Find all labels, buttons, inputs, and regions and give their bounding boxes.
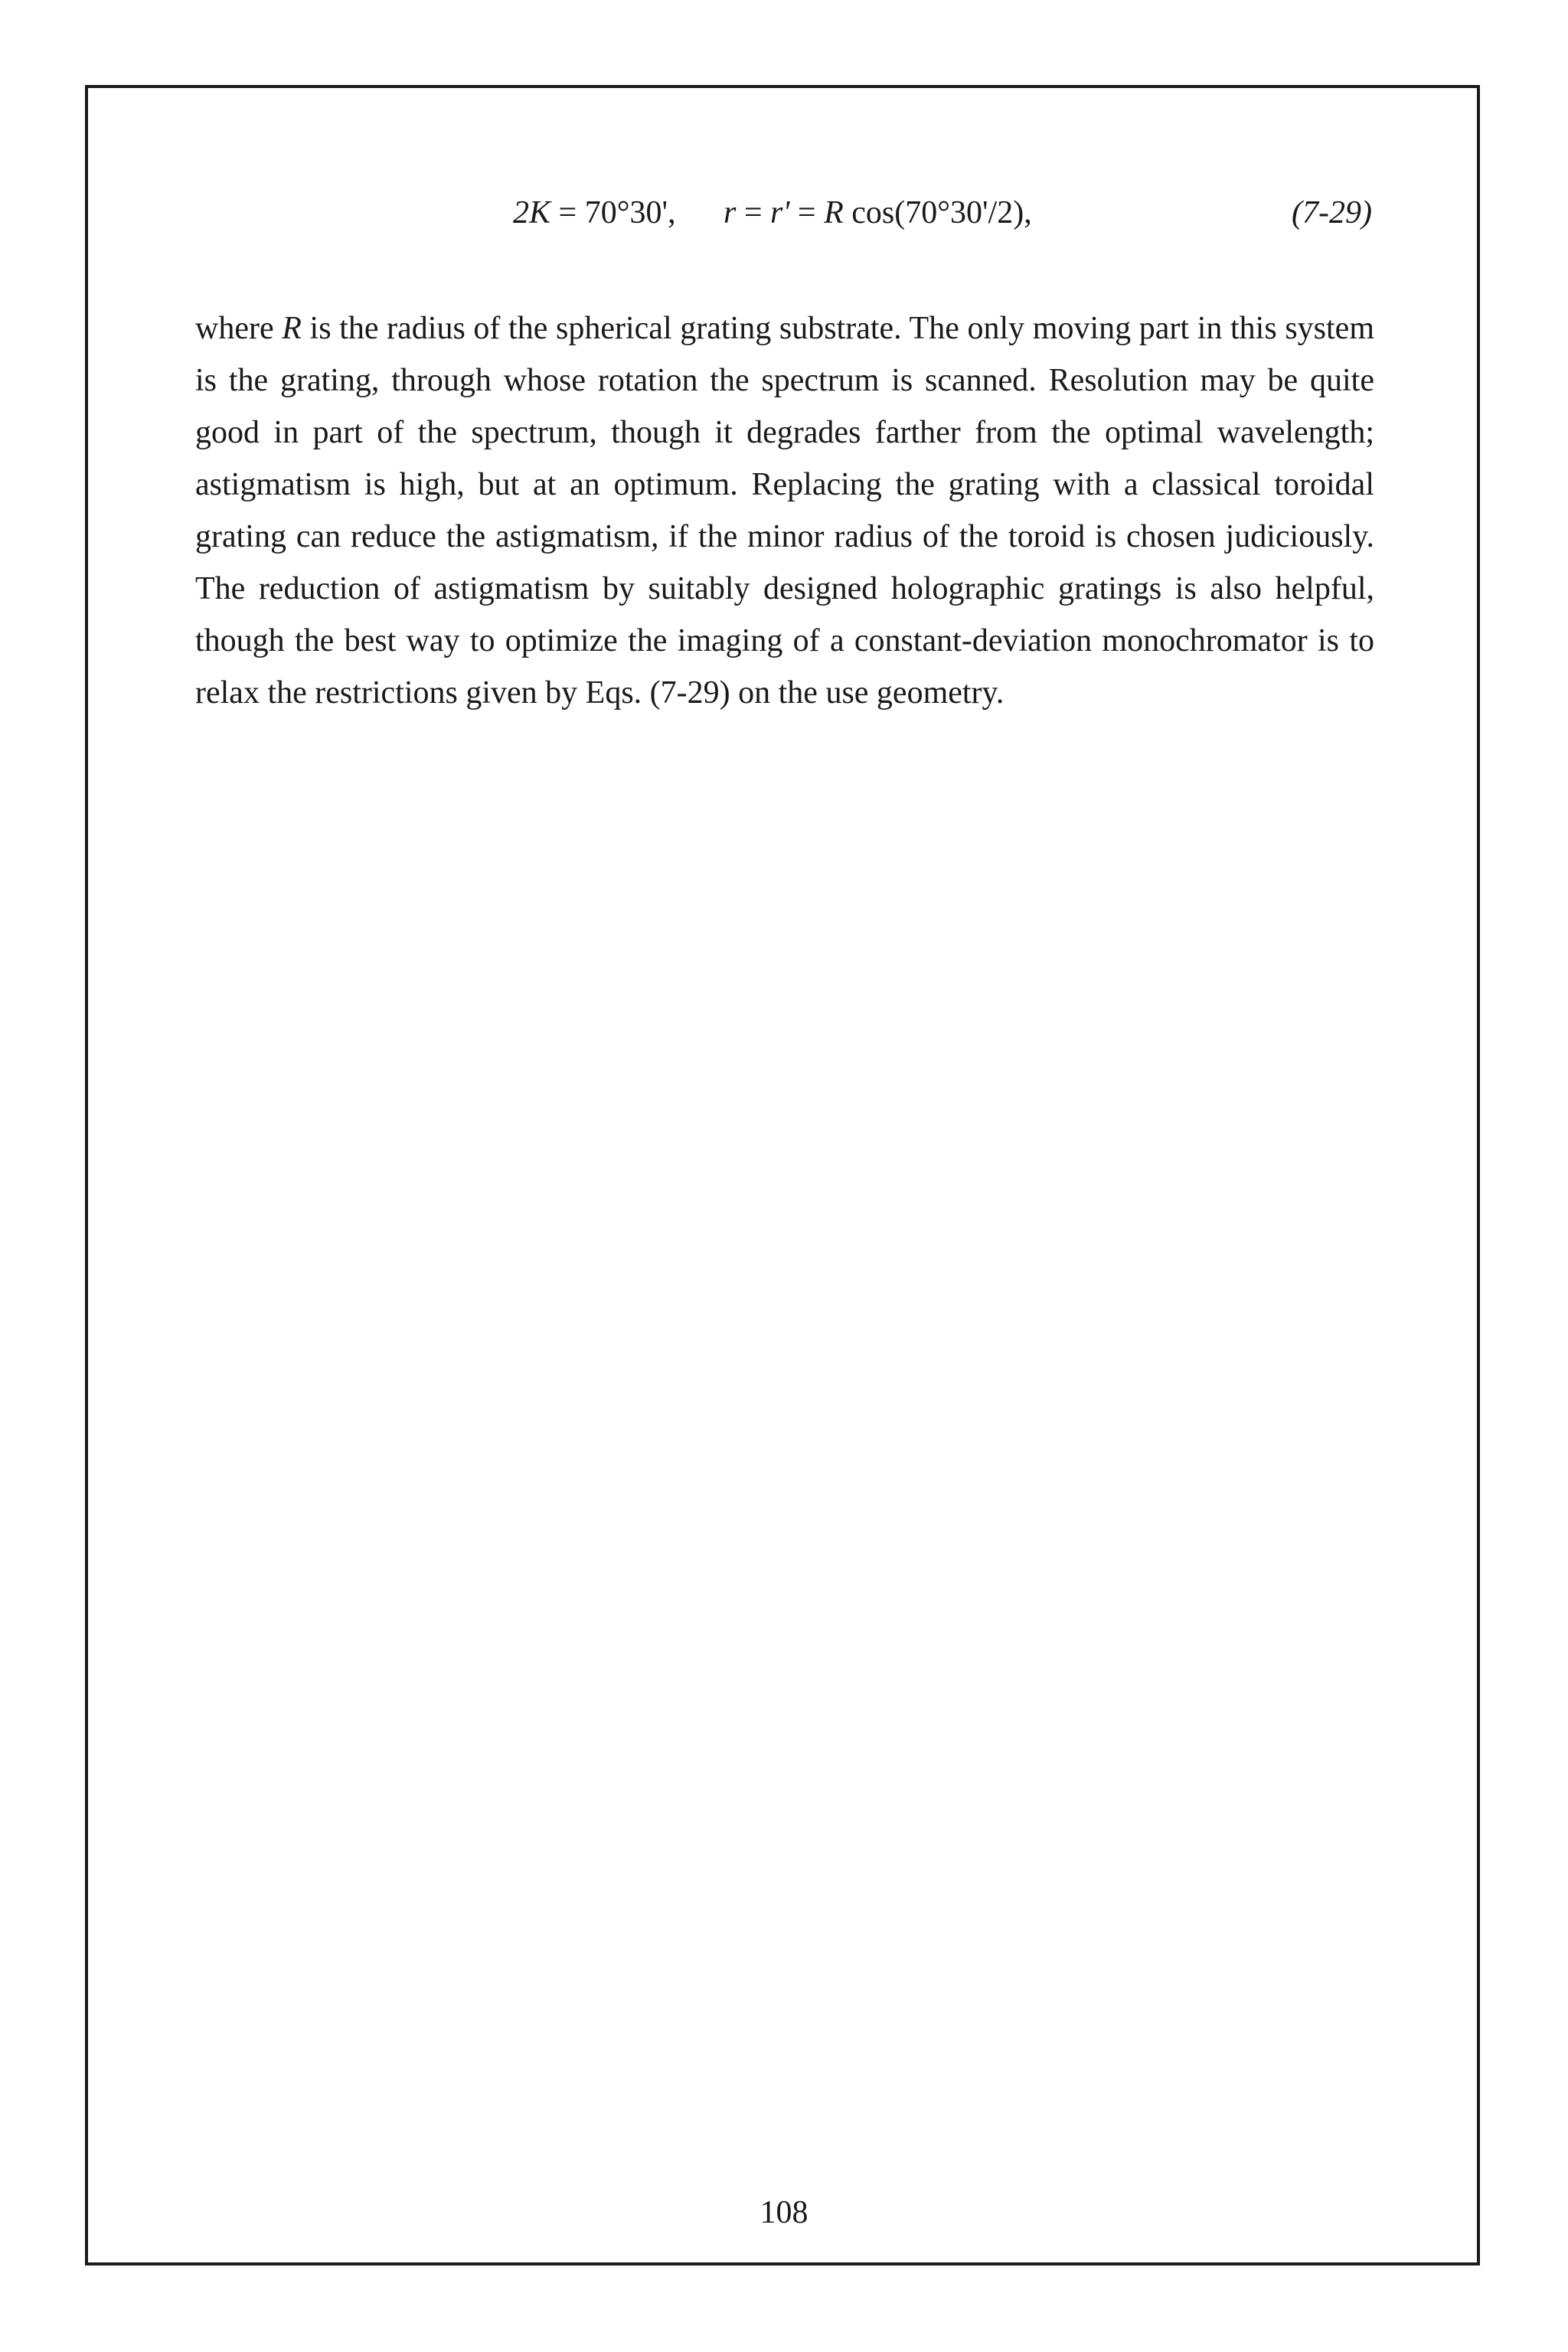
equation-7-29 <box>0 190 1568 236</box>
equation-number: (7-29) <box>1292 195 1372 230</box>
equation-var-r-prime: r' <box>770 195 790 230</box>
equation-var-r: r <box>724 195 737 230</box>
equation-angle-value: = 70°30', <box>550 195 676 230</box>
equation-equals-1: = <box>736 195 771 230</box>
equation-equals-2: = <box>789 195 825 230</box>
paragraph-lead: where <box>195 311 283 346</box>
paragraph-body: is the radius of the spherical grating substrate. The only moving part in this system is the grating, through whose rotation the spectrum is scanned. Resolution may be quite good in part of the spectrum, though it degrades farther from the optimal wavelength; astigmatism is high, but at an optimum. Replacing the grating with a classical toroidal grating can reduce the astigmatism, if the minor radius of the toroid is chosen judiciously. The reduction of astigmatism by suitably designed holographic gratings is also helpful, though the best way to optimize the imaging of a constant-deviation monochromator is to relax the restrictions given by Eqs. (7-29) on the use geometry. <box>195 311 1374 710</box>
equation-var-big-r: R <box>824 195 844 230</box>
equation-var-2k: 2K <box>513 195 551 230</box>
paragraph-text <box>195 302 1374 719</box>
equation-left-side <box>513 190 676 236</box>
body-paragraph <box>195 302 1374 719</box>
equation-cosine-term: cos(70°30'/2), <box>843 195 1032 230</box>
equation-right-side <box>724 190 1032 236</box>
page-number: 108 <box>760 2195 808 2230</box>
paragraph-var-r: R <box>282 311 302 346</box>
